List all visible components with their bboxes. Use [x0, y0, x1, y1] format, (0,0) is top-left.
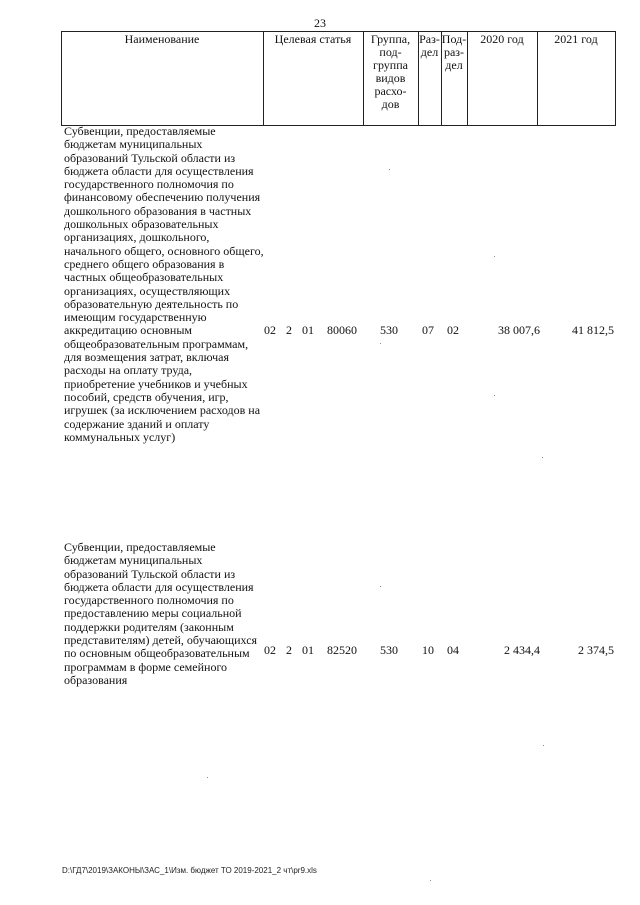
header-name: Наименование — [124, 32, 200, 46]
header-year-2020: 2020 год — [480, 32, 524, 46]
row-2-name: Субвенции, предоставляемые бюджетам муниципальных образований Тульской области из бюджета области для осуществления государственного полномочия по предоставлению меры социальной поддержки родителям (законным представителям) детей, обучающихся по основным общеобразовательным программам в форме семейного образования — [64, 540, 258, 687]
scan-speck — [207, 777, 208, 778]
row-2-code-program: 02 — [264, 643, 276, 657]
scan-speck — [543, 745, 544, 746]
scan-speck — [542, 457, 543, 458]
row-2-amount-2020: 2 434,4 — [504, 643, 540, 657]
scan-speck — [494, 395, 495, 396]
header-subsection: Под- раз- дел — [441, 32, 467, 72]
header-expense-group: Группа, под- группа видов расхо- дов — [370, 32, 411, 111]
row-1-subsection: 02 — [447, 323, 459, 337]
header-section: Раз- дел — [419, 32, 440, 59]
row-1-amount-2021: 41 812,5 — [572, 323, 614, 337]
row-2-code-subprogram: 2 — [286, 643, 292, 657]
row-2-code-event: 01 — [302, 643, 314, 657]
row-2-expense-group: 530 — [380, 643, 398, 657]
table-header — [61, 31, 616, 126]
scan-speck — [380, 586, 381, 587]
row-1-code-event: 01 — [302, 323, 314, 337]
row-1-amount-2020: 38 007,6 — [498, 323, 540, 337]
row-1-code-direction: 80060 — [327, 323, 357, 337]
page-number: 23 — [314, 16, 326, 30]
scan-speck — [389, 169, 390, 170]
scan-speck — [494, 256, 495, 257]
row-1-code-program: 02 — [264, 323, 276, 337]
file-path-footer: D:\ГД7\2019\ЗАКОНЫ\ЗАС_1\Изм. бюджет ТО 2019-2021_2 чт\pr9.xls — [62, 866, 317, 875]
row-2-code-direction: 82520 — [327, 643, 357, 657]
header-target-article: Целевая статья — [274, 32, 352, 46]
scan-speck — [380, 343, 381, 344]
row-1-name: Субвенции, предоставляемые бюджетам муниципальных образований Тульской области из бюджета области для осуществления государственного полномочия по финансовому обеспечению получения дошкольного образования в частных дошкольных образовательных организациях, дошкольного, начального общего, основного общего, среднего общего образования в частных общеобразовательных организациях, осуществляющих образовательную деятельность по имеющим государственную аккредитацию основным общеобразовательным программам, для возмещения затрат, включая расходы на оплату труда, приобретение учебников и учебных пособий, средств обучения, игр, игрушек (за исключением расходов на содержание зданий и оплату коммунальных услуг) — [64, 124, 264, 444]
row-2-subsection: 04 — [447, 643, 459, 657]
scan-speck — [430, 880, 431, 881]
row-1-code-subprogram: 2 — [286, 323, 292, 337]
header-year-2021: 2021 год — [554, 32, 598, 46]
row-2-amount-2021: 2 374,5 — [578, 643, 614, 657]
row-1-expense-group: 530 — [380, 323, 398, 337]
row-1-section: 07 — [422, 323, 434, 337]
row-2-section: 10 — [422, 643, 434, 657]
